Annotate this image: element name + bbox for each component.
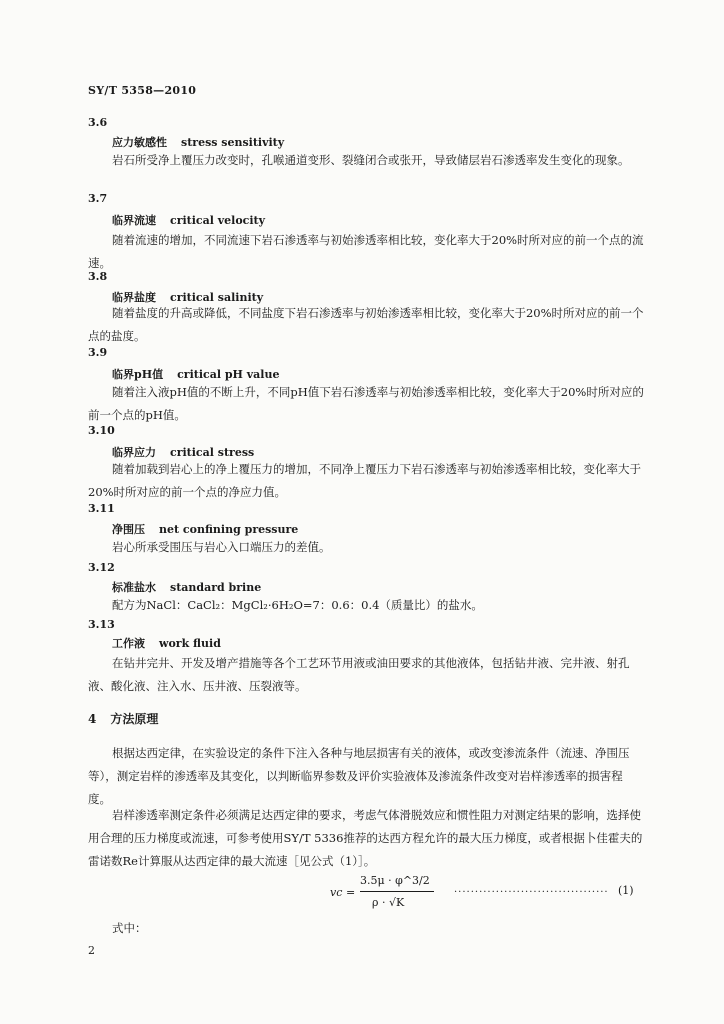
term-en: critical velocity (170, 214, 266, 227)
fraction-bar (360, 891, 434, 892)
clause-number: 3.10 (88, 424, 115, 437)
paragraph: 岩样渗透率测定条件必须满足达西定律的要求，考虑气体滑脱效应和惯性阻力对测定结果的影响，选择使用合理的压力梯度或流速，可参考使用SY/T 5336推荐的达西方程允许的最大压力梯度，或者根据卜佳霍夫的雷诺数Re计算服从达西定律的最大流速［见公式（1）］。 (88, 808, 643, 868)
term-en: stress sensitivity (181, 136, 285, 149)
definition-text: 岩心所承受围压与岩心入口端压力的差值。 (112, 540, 331, 554)
definition-text: 随着加载到岩心上的净上覆压力的增加，不同净上覆压力下岩石渗透率与初始渗透率相比较，变化率大于20%时所对应的前一个点的净应力值。 (88, 462, 641, 499)
leader-dots: ..................................... (454, 884, 609, 895)
clause-number: 3.11 (88, 502, 115, 515)
term-zh: 标准盐水 (112, 581, 156, 594)
term-zh: 临界pH值 (112, 368, 164, 381)
term-en: critical pH value (177, 368, 280, 381)
clause-number: 3.7 (88, 192, 108, 205)
term-zh: 应力敏感性 (112, 136, 167, 149)
term-heading (112, 212, 265, 228)
term-zh: 临界流速 (112, 214, 156, 227)
term-zh: 临界盐度 (112, 291, 156, 304)
term-en: critical salinity (170, 291, 264, 304)
clause-number: 3.6 (88, 116, 108, 129)
definition-text: 随着盐度的升高或降低，不同盐度下岩石渗透率与初始渗透率相比较，变化率大于20%时所对应的前一个点的盐度。 (88, 306, 644, 343)
term-heading (112, 366, 279, 382)
term-heading (112, 521, 298, 537)
clause-number: 3.12 (88, 561, 115, 574)
paragraph: 根据达西定律，在实验设定的条件下注入各种与地层损害有关的液体，或改变渗流条件（流速、净围压等），测定岩样的渗透率及其变化，以判断临界参数及评价实验液体及渗流条件改变对岩样渗透率的损害程度。 (88, 746, 630, 806)
formula (330, 868, 640, 918)
clause-number: 3.13 (88, 618, 115, 631)
section-number: 4 (88, 712, 97, 726)
page-number: 2 (88, 944, 95, 957)
definition-text: 在钻井完井、开发及增产措施等各个工艺环节用液或油田要求的其他液体，包括钻井液、完井液、射孔液、酸化液、注入水、压井液、压裂液等。 (88, 656, 630, 693)
formula-numerator: 3.5μ · φ^3/2 (360, 874, 430, 887)
clause-number: 3.8 (88, 270, 108, 283)
term-en: standard brine (170, 581, 262, 594)
term-en: net confining pressure (159, 523, 299, 536)
formula-lhs: vc (330, 886, 343, 899)
term-zh: 净围压 (112, 523, 145, 536)
term-en: critical stress (170, 446, 255, 459)
formula-number: (1) (618, 884, 634, 897)
definition-text: 岩石所受净上覆压力改变时，孔喉通道变形、裂缝闭合或张开，导致储层岩石渗透率发生变化的现象。 (112, 153, 630, 167)
definition-text: 随着流速的增加，不同流速下岩石渗透率与初始渗透率相比较，变化率大于20%时所对应的前一个点的流速。 (88, 233, 644, 270)
term-heading (112, 579, 261, 595)
section-heading (88, 710, 158, 727)
standard-number-header: SY/T 5358—2010 (88, 84, 197, 97)
clause-number: 3.9 (88, 346, 108, 359)
term-en: work fluid (159, 637, 221, 650)
formula-equals: = (346, 886, 356, 899)
definition-text: 配方为NaCl：CaCl₂：MgCl₂·6H₂O=7：0.6：0.4（质量比）的盐水。 (112, 598, 483, 612)
definition-text: 随着注入液pH值的不断上升，不同pH值下岩石渗透率与初始渗透率相比较，变化率大于20%时所对应的前一个点的pH值。 (88, 385, 644, 422)
where-label: 式中： (112, 921, 147, 935)
term-heading (112, 134, 284, 150)
term-zh: 工作液 (112, 637, 145, 650)
term-heading (112, 635, 221, 651)
section-title: 方法原理 (110, 712, 159, 726)
term-zh: 临界应力 (112, 446, 156, 459)
formula-denominator: ρ · √K (372, 896, 405, 909)
